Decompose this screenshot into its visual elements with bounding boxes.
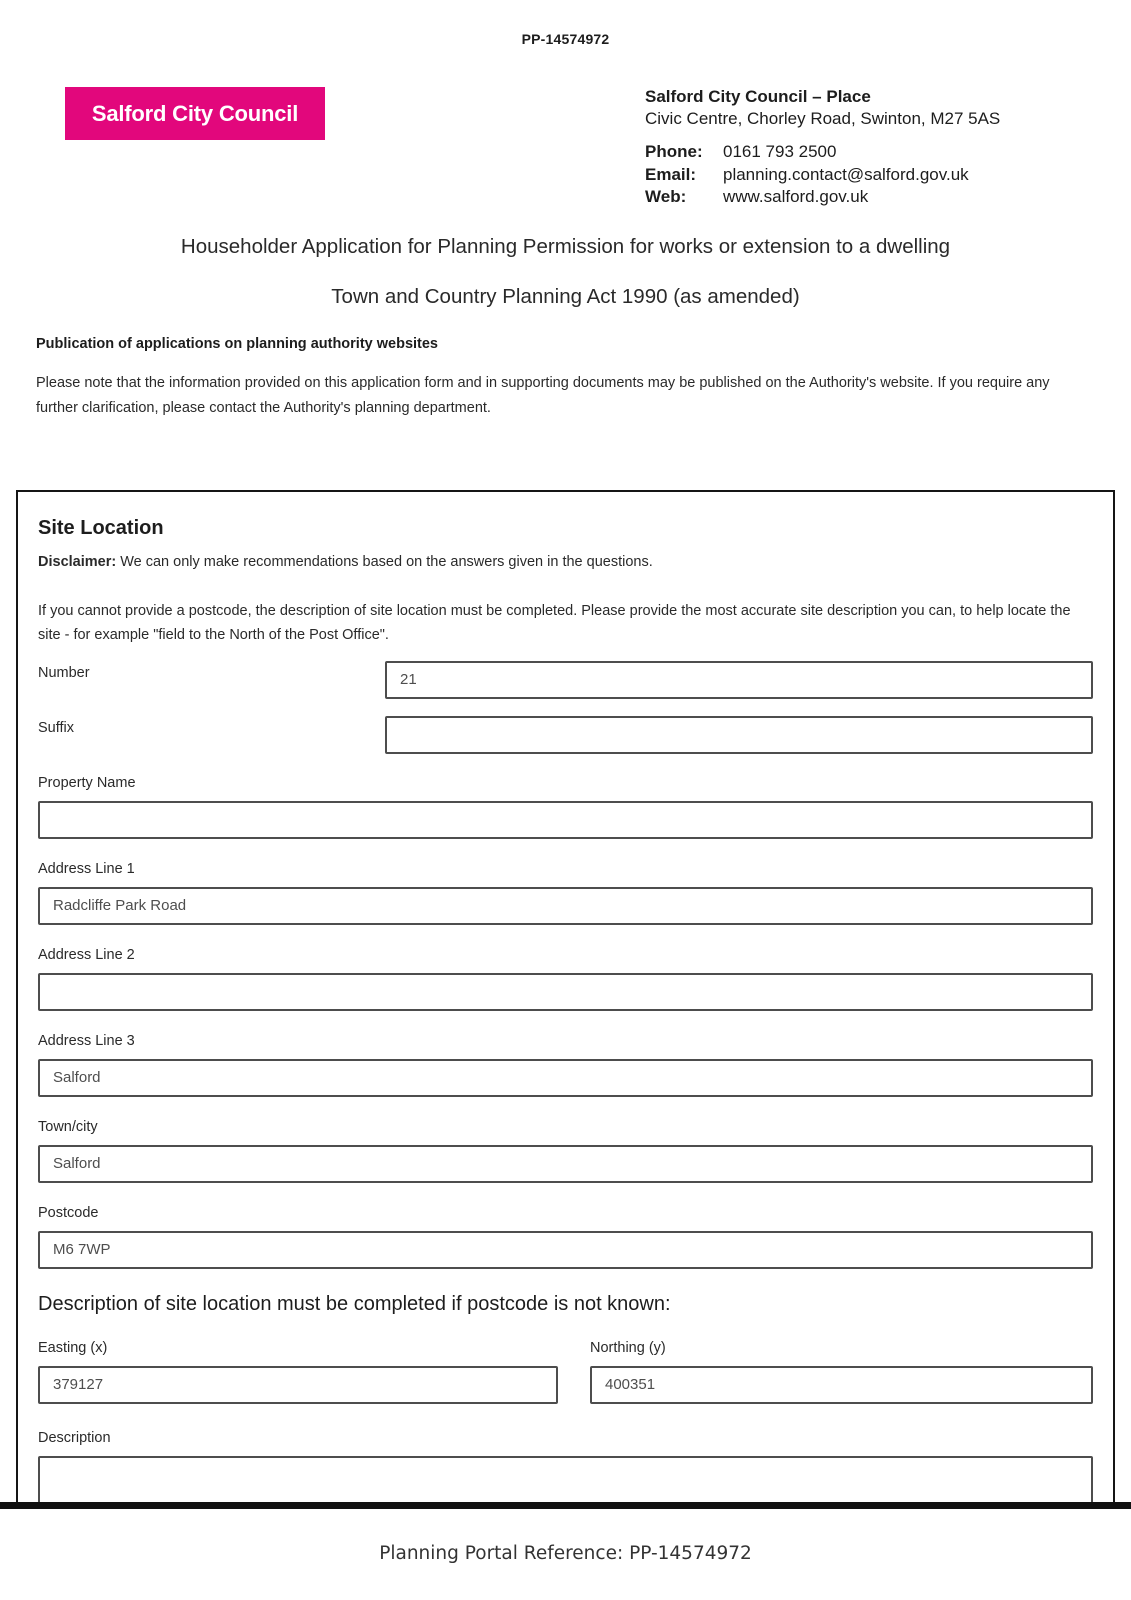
description-textarea[interactable] (38, 1456, 1093, 1503)
property-name-input[interactable] (38, 801, 1093, 839)
suffix-label: Suffix (38, 719, 75, 736)
address-line-2-input[interactable] (38, 973, 1093, 1011)
document-subtitle: Town and Country Planning Act 1990 (as amended) (331, 285, 800, 308)
disclaimer-text: We can only make recommendations based on the answers given in the questions. (116, 554, 653, 570)
contact-row-email (645, 164, 1000, 187)
site-location-section (16, 490, 1115, 1502)
postcode-input[interactable] (38, 1231, 1093, 1269)
org-name: Salford City Council – Place (645, 87, 871, 106)
portal-reference-top: PP-14574972 (521, 31, 610, 47)
suffix-input[interactable] (385, 716, 1093, 754)
logo-text: Salford City Council (91, 100, 299, 126)
site-location-heading: Site Location (38, 517, 164, 539)
field-town-city (38, 1119, 1093, 1183)
coordinates-row (38, 1340, 1093, 1404)
contact-row-web (645, 186, 1000, 209)
council-contact-block (645, 86, 1000, 209)
web-value: www.salford.gov.uk (723, 187, 869, 206)
town-city-input[interactable] (38, 1145, 1093, 1183)
address-line-3-input[interactable] (38, 1059, 1093, 1097)
number-label: Number (38, 664, 90, 681)
email-label: Email: (645, 164, 697, 184)
publication-paragraph: Please note that the information provided on this application form and in supporting documents may be published on the Authority's website. If you require any further clarification, please contact the Authority's planning department. (36, 375, 1050, 416)
disclaimer-label: Disclaimer: (38, 554, 117, 570)
org-address: Civic Centre, Chorley Road, Swinton, M27 5AS (645, 109, 1001, 128)
address-line-3-label: Address Line 3 (38, 1032, 135, 1049)
field-property-name (38, 775, 1093, 839)
postcode-label: Postcode (38, 1204, 99, 1221)
address-line-1-input[interactable] (38, 887, 1093, 925)
web-label: Web: (645, 187, 687, 206)
field-address-line-1 (38, 861, 1093, 925)
site-location-intro: If you cannot provide a postcode, the description of site location must be completed. Please provide the most accurate site description you can, to help locate the site - for example "field to the North of the Post Office". (38, 602, 1071, 643)
field-suffix (38, 716, 1093, 754)
email-value: planning.contact@salford.gov.uk (723, 164, 969, 184)
portal-reference-footer: Planning Portal Reference: PP-14574972 (379, 1543, 752, 1564)
field-description (38, 1430, 1093, 1503)
contact-rows (645, 141, 1000, 209)
salford-city-council-logo (65, 87, 325, 140)
number-input[interactable] (385, 661, 1093, 699)
town-city-label: Town/city (38, 1118, 98, 1135)
field-northing (590, 1340, 1093, 1404)
disclaimer-line (38, 554, 1093, 572)
property-name-label: Property Name (38, 774, 136, 791)
document-title: Householder Application for Planning Permission for works or extension to a dwelling (180, 235, 951, 258)
field-address-line-3 (38, 1033, 1093, 1097)
field-number (38, 661, 1093, 699)
description-required-heading: Description of site location must be completed if postcode is not known: (38, 1292, 671, 1315)
easting-input[interactable] (38, 1366, 558, 1404)
field-address-line-2 (38, 947, 1093, 1011)
contact-row-phone (645, 141, 1000, 164)
phone-value: 0161 793 2500 (723, 142, 837, 161)
description-label: Description (38, 1429, 111, 1446)
field-easting (38, 1340, 558, 1404)
northing-input[interactable] (590, 1366, 1093, 1404)
publication-heading: Publication of applications on planning authority websites (36, 336, 438, 352)
northing-label: Northing (y) (590, 1339, 666, 1356)
address-line-1-label: Address Line 1 (38, 860, 135, 877)
field-postcode (38, 1205, 1093, 1269)
easting-label: Easting (x) (38, 1339, 108, 1356)
page-break-rule (0, 1502, 1131, 1509)
address-line-2-label: Address Line 2 (38, 946, 135, 963)
phone-label: Phone: (645, 142, 703, 161)
